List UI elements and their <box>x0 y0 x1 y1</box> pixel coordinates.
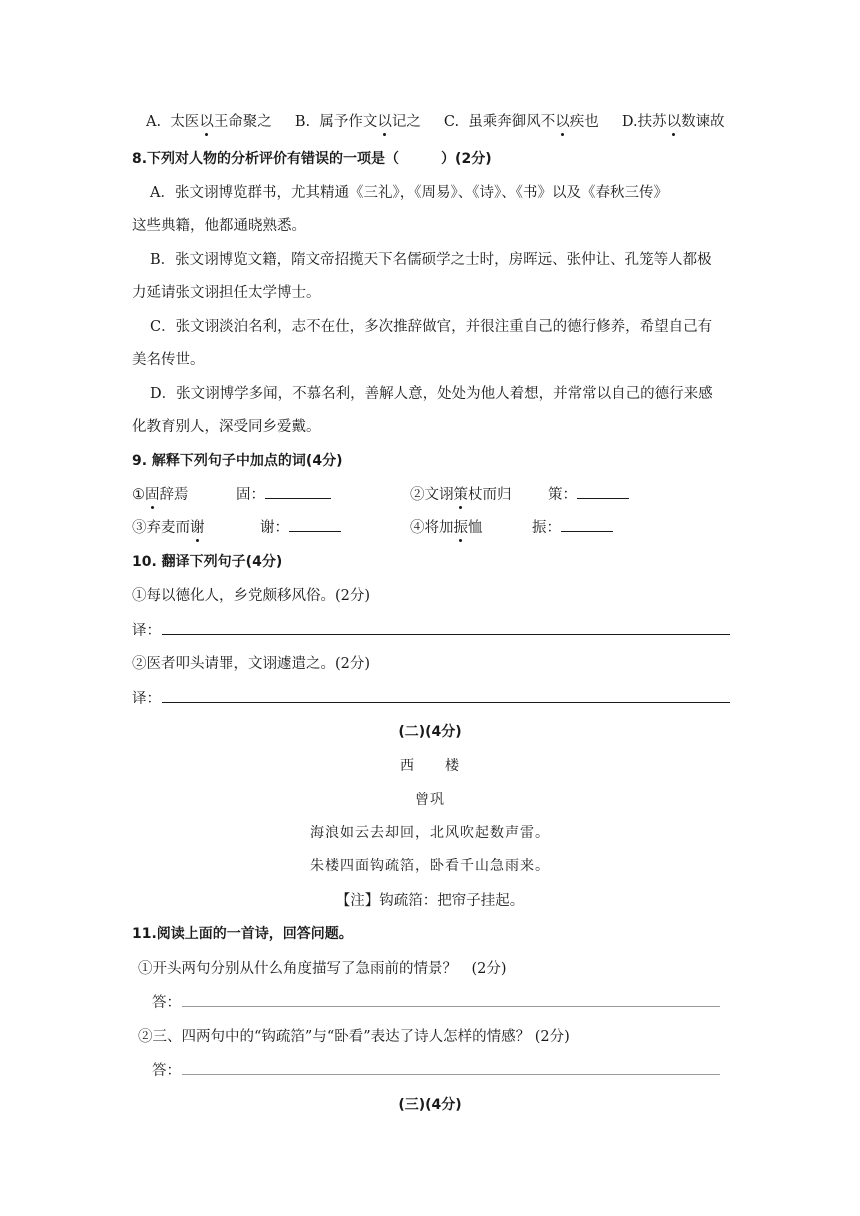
section-2-header: (二)(4分) <box>398 724 462 740</box>
q9-item-1-answer[interactable]: 固： <box>236 483 331 504</box>
q9-item-3: ③弃麦而谢 <box>132 516 205 537</box>
q9-title: 9. 解释下列句子中加点的词(4分) <box>132 453 343 469</box>
emphasis-dot-char: 固 <box>145 483 160 504</box>
q11-answer-label-1: 答： <box>152 995 181 1011</box>
q8-option-a-line2: 这些典籍，他都通晓熟悉。 <box>132 218 306 234</box>
q7-option-c: C. 虽乘奔御风不以疾也 <box>444 114 604 130</box>
emphasis-dot-char: 振 <box>454 516 469 537</box>
q8-option-d-line1: D．张文诩博学多闻，不慕名利，善解人意，处处为他人着想，并常常以自己的德行来感 <box>150 386 713 402</box>
poem-author: 曾巩 <box>415 792 445 808</box>
q10-answer-label-1: 译： <box>132 623 161 639</box>
q7-options-row <box>146 110 725 131</box>
answer-blank[interactable] <box>289 517 341 532</box>
poem-line-2: 朱楼四面钩疏箔，卧看千山急雨来。 <box>310 858 550 874</box>
q9-item-1: ①固辞焉 <box>132 483 189 504</box>
answer-blank[interactable] <box>561 517 613 532</box>
emphasis-dot-char: 以 <box>667 110 682 131</box>
answer-blank[interactable] <box>577 484 629 499</box>
section-3-header: (三)(4分) <box>398 1097 462 1113</box>
poem-note: 【注】钩疏箔：把帘子挂起。 <box>335 893 525 909</box>
q9-item-4-answer[interactable]: 振： <box>532 516 613 537</box>
q10-sentence-2: ②医者叩头请罪，文诩遽遣之。(2分) <box>132 656 371 672</box>
q9-item-2: ②文诩策杖而归 <box>410 483 512 504</box>
q9-item-3-answer[interactable]: 谢： <box>260 516 341 537</box>
answer-blank[interactable] <box>265 484 331 499</box>
answer-line[interactable] <box>162 702 730 703</box>
q7-option-b: B. 属予作文以记之 <box>295 114 426 130</box>
emphasis-dot-char: 策 <box>454 483 469 504</box>
q8-title: 8.下列对人物的分析评价有错误的一项是（ ）(2分) <box>132 151 492 167</box>
q7-option-a: A. 太医以王命聚之 <box>146 114 276 130</box>
emphasis-dot-char: 以 <box>555 110 570 131</box>
q8-option-b-line2: 力延请张文诩担任太学博士。 <box>132 285 321 301</box>
q10-answer-label-2: 译： <box>132 691 161 707</box>
q11-sentence-1: ①开头两句分别从什么角度描写了急雨前的情景？ (2分) <box>138 961 507 977</box>
q8-option-d-line2: 化教育别人，深受同乡爱戴。 <box>132 419 321 435</box>
poem-line-1: 海浪如云去却回，北风吹起数声雷。 <box>310 825 550 841</box>
emphasis-dot-char: 以 <box>377 110 392 131</box>
poem-title: 西 楼 <box>400 758 460 774</box>
q11-sentence-2: ②三、四两句中的“钩疏箔”与“卧看”表达了诗人怎样的情感？ (2分) <box>138 1029 570 1045</box>
q10-title: 10. 翻译下列句子(4分) <box>132 554 283 570</box>
emphasis-dot-char: 谢 <box>190 516 205 537</box>
q9-item-2-answer[interactable]: 策： <box>548 483 629 504</box>
q8-option-a-line1: A．张文诩博览群书，尤其精通《三礼》，《周易》、《诗》、《书》以及《春秋三传》 <box>150 185 668 201</box>
emphasis-dot-char: 以 <box>199 110 214 131</box>
q7-option-d: D.扶苏以数谏故 <box>622 114 725 130</box>
q9-item-4: ④将加振恤 <box>410 516 483 537</box>
answer-line[interactable] <box>182 1006 720 1007</box>
q11-answer-label-2: 答： <box>152 1063 181 1079</box>
q8-option-b-line1: B．张文诩博览文籍，隋文帝招揽天下名儒硕学之士时，房晖远、张仲让、孔笼等人都极 <box>150 252 712 268</box>
q11-title: 11.阅读上面的一首诗，回答问题。 <box>132 926 353 942</box>
answer-line[interactable] <box>162 634 730 635</box>
q8-option-c-line1: C．张文诩淡泊名利，志不在仕，多次推辞做官，并很注重自己的德行修养，希望自己有 <box>150 319 713 335</box>
answer-line[interactable] <box>182 1074 720 1075</box>
q10-sentence-1: ①每以德化人，乡党颇移风俗。(2分) <box>132 588 371 604</box>
q8-option-c-line2: 美名传世。 <box>132 352 205 368</box>
